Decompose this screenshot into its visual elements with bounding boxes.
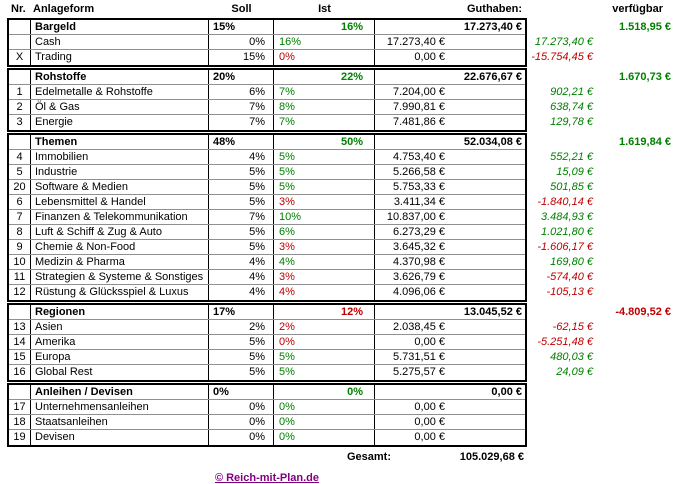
section-name: Anleihen / Devisen [31,385,209,399]
section-block-5 [7,383,527,447]
header-anlageform: Anlageform [33,3,95,15]
cell-ist-actual: 12% [274,305,375,319]
sections-container [7,18,682,447]
cell-soll-target: 4% [209,270,274,284]
header-verfuegbar: verfügbar [612,3,663,15]
cell-soll-target: 5% [209,350,274,364]
cell-nr: 2 [9,100,31,114]
cell-soll-target: 0% [209,35,274,49]
cell-ist-actual: 4% [274,255,375,269]
cell-nr: 6 [9,195,31,209]
row-available-value: 480,03 € [550,351,593,363]
cell-soll-target: 20% [209,70,274,84]
table-row [9,150,593,165]
cell-nr: 18 [9,415,31,429]
table-row [9,35,593,50]
cell-anlageform: Industrie [31,165,209,179]
cell-guthaben: 0,00 € [414,401,445,413]
cell-guthaben: 52.034,08 € [463,136,522,148]
table-row [9,400,525,415]
cell-soll-target: 5% [209,165,274,179]
footer-link[interactable]: © Reich-mit-Plan.de [214,472,320,484]
cell-nr: 20 [9,180,31,194]
table-header-row [7,3,663,16]
cell-guthaben: 13.045,52 € [463,306,522,318]
cell-nr [9,20,31,34]
cell-soll-target: 5% [209,225,274,239]
cell-anlageform: Cash [31,35,209,49]
cell-nr: 7 [9,210,31,224]
cell-anlageform: Strategien & Systeme & Sonstiges [31,270,209,284]
cell-guthaben: 2.038,45 € [393,321,445,333]
cell-anlageform: Luft & Schiff & Zug & Auto [31,225,209,239]
cell-soll-target: 17% [209,305,274,319]
cell-guthaben: 0,00 € [491,386,522,398]
cell-soll-target: 7% [209,100,274,114]
cell-soll-target: 4% [209,150,274,164]
cell-guthaben: 0,00 € [414,336,445,348]
section-header-row [9,305,671,320]
cell-ist-actual: 0% [274,385,375,399]
cell-soll-target: 5% [209,180,274,194]
cell-anlageform: Asien [31,320,209,334]
cell-nr: 5 [9,165,31,179]
cell-anlageform: Lebensmittel & Handel [31,195,209,209]
cell-anlageform: Amerika [31,335,209,349]
cell-soll-target: 7% [209,210,274,224]
table-row [9,165,593,180]
cell-guthaben: 3.411,34 € [393,196,445,208]
row-available-value: -62,15 € [552,321,593,333]
cell-ist-actual: 2% [274,320,375,334]
cell-guthaben: 4.096,06 € [393,286,445,298]
row-available-value: 3.484,93 € [541,211,593,223]
header-ist: Ist [318,3,331,15]
cell-guthaben: 5.753,33 € [393,181,445,193]
table-row [9,180,593,195]
cell-anlageform: Medizin & Pharma [31,255,209,269]
cell-ist-actual: 50% [274,135,375,149]
header-soll: Soll [231,3,252,15]
section-name: Themen [31,135,209,149]
cell-nr [9,35,31,49]
cell-ist-actual: 3% [274,240,375,254]
cell-guthaben: 17.273,40 € [463,21,522,33]
section-block-2 [7,68,671,132]
cell-soll-target: 5% [209,365,274,380]
table-row [9,225,593,240]
cell-ist-actual: 3% [274,195,375,209]
row-available-value: -105,13 € [546,286,593,298]
section-name: Regionen [31,305,209,319]
cell-soll-target: 4% [209,255,274,269]
cell-soll-target: 2% [209,320,274,334]
row-available-value: 24,09 € [556,366,593,378]
row-available-value: 902,21 € [550,86,593,98]
cell-guthaben: 10.837,00 € [386,211,445,223]
row-available-value: 17.273,40 € [534,36,593,48]
cell-guthaben: 3.626,79 € [393,271,445,283]
cell-nr: 19 [9,430,31,445]
table-row [9,85,593,100]
section-block-1 [7,18,671,67]
cell-anlageform: Rüstung & Glücksspiel & Luxus [31,285,209,300]
section-block-3 [7,133,671,302]
cell-ist-actual: 3% [274,270,375,284]
cell-soll-target: 0% [209,400,274,414]
cell-nr: 15 [9,350,31,364]
row-available-value: 169,80 € [550,256,593,268]
cell-nr: 9 [9,240,31,254]
cell-ist-actual: 6% [274,225,375,239]
cell-soll-target: 0% [209,430,274,445]
cell-guthaben: 7.204,00 € [393,86,445,98]
cell-nr [9,135,31,149]
cell-ist-actual: 5% [274,365,375,380]
cell-soll-target: 5% [209,240,274,254]
cell-guthaben: 7.481,86 € [393,116,445,128]
cell-soll-target: 0% [209,415,274,429]
cell-nr: 4 [9,150,31,164]
table-row [9,430,525,445]
cell-nr: 3 [9,115,31,130]
total-row [7,450,527,464]
cell-anlageform: Global Rest [31,365,209,380]
cell-anlageform: Devisen [31,430,209,445]
cell-anlageform: Europa [31,350,209,364]
cell-ist-actual: 4% [274,285,375,300]
cell-soll-target: 4% [209,285,274,300]
cell-ist-actual: 7% [274,85,375,99]
cell-guthaben: 0,00 € [414,51,445,63]
cell-soll-target: 15% [209,20,274,34]
cell-ist-actual: 0% [274,430,375,445]
cell-anlageform: Immobilien [31,150,209,164]
cell-soll-target: 5% [209,335,274,349]
row-available-value: -1.840,14 € [537,196,593,208]
row-available-value: -574,40 € [546,271,593,283]
row-available-value: 129,78 € [550,116,593,128]
cell-ist-actual: 0% [274,50,375,65]
cell-guthaben: 3.645,32 € [393,241,445,253]
cell-ist-actual: 0% [274,415,375,429]
cell-nr: 8 [9,225,31,239]
cell-guthaben: 22.676,67 € [463,71,522,83]
footer [7,472,527,484]
cell-ist-actual: 5% [274,150,375,164]
header-guthaben: Guthaben: [467,3,522,15]
cell-nr: 10 [9,255,31,269]
cell-guthaben: 0,00 € [414,416,445,428]
cell-soll-target: 5% [209,195,274,209]
table-row [9,365,593,380]
row-available-value: 501,85 € [550,181,593,193]
total-value: 105.029,68 € [459,451,524,463]
cell-guthaben: 17.273,40 € [386,36,445,48]
cell-ist-actual: 0% [274,400,375,414]
cell-nr: X [9,50,31,65]
cell-anlageform: Edelmetalle & Rohstoffe [31,85,209,99]
cell-nr: 1 [9,85,31,99]
section-block-4 [7,303,671,382]
cell-guthaben: 0,00 € [414,431,445,443]
table-row [9,50,593,65]
cell-guthaben: 7.990,81 € [393,101,445,113]
cell-ist-actual: 16% [274,20,375,34]
cell-anlageform: Finanzen & Telekommunikation [31,210,209,224]
table-row [9,335,593,350]
table-row [9,285,593,300]
section-available-value: -4.809,52 € [615,306,671,318]
cell-soll-target: 48% [209,135,274,149]
table-row [9,320,593,335]
cell-soll-target: 0% [209,385,274,399]
cell-ist-actual: 7% [274,115,375,130]
cell-soll-target: 7% [209,115,274,130]
section-header-row [9,20,671,35]
table-row [9,350,593,365]
section-header-row [9,385,525,400]
cell-soll-target: 6% [209,85,274,99]
cell-guthaben: 5.275,57 € [393,366,445,378]
cell-nr [9,305,31,319]
row-available-value: 1.021,80 € [541,226,593,238]
cell-anlageform: Energie [31,115,209,130]
cell-guthaben: 4.753,40 € [393,151,445,163]
row-available-value: -1.606,17 € [537,241,593,253]
table-row [9,415,525,430]
cell-anlageform: Trading [31,50,209,65]
section-header-row [9,70,671,85]
cell-ist-actual: 16% [274,35,375,49]
cell-anlageform: Öl & Gas [31,100,209,114]
cell-nr: 17 [9,400,31,414]
row-available-value: 15,09 € [556,166,593,178]
cell-ist-actual: 10% [274,210,375,224]
table-row [9,270,593,285]
cell-nr: 16 [9,365,31,380]
header-nr: Nr. [11,3,26,15]
table-row [9,195,593,210]
section-header-row [9,135,671,150]
cell-guthaben: 5.266,58 € [393,166,445,178]
table-row [9,240,593,255]
total-label: Gesamt: [346,451,391,463]
cell-soll-target: 15% [209,50,274,65]
cell-guthaben: 6.273,29 € [393,226,445,238]
cell-ist-actual: 22% [274,70,375,84]
cell-nr: 13 [9,320,31,334]
section-name: Rohstoffe [31,70,209,84]
section-available-value: 1.670,73 € [619,71,671,83]
cell-nr [9,70,31,84]
table-row [9,255,593,270]
row-available-value: 638,74 € [550,101,593,113]
cell-ist-actual: 0% [274,335,375,349]
cell-anlageform: Staatsanleihen [31,415,209,429]
cell-nr: 12 [9,285,31,300]
cell-ist-actual: 8% [274,100,375,114]
cell-guthaben: 5.731,51 € [393,351,445,363]
row-available-value: -5.251,48 € [537,336,593,348]
section-available-value: 1.518,95 € [619,21,671,33]
table-row [9,210,593,225]
cell-anlageform: Unternehmensanleihen [31,400,209,414]
cell-nr: 11 [9,270,31,284]
table-row [9,115,593,130]
table-row [9,100,593,115]
cell-nr [9,385,31,399]
section-name: Bargeld [31,20,209,34]
cell-anlageform: Chemie & Non-Food [31,240,209,254]
cell-nr: 14 [9,335,31,349]
cell-anlageform: Software & Medien [31,180,209,194]
cell-ist-actual: 5% [274,350,375,364]
row-available-value: 552,21 € [550,151,593,163]
cell-ist-actual: 5% [274,165,375,179]
cell-guthaben: 4.370,98 € [393,256,445,268]
section-available-value: 1.619,84 € [619,136,671,148]
row-available-value: -15.754,45 € [531,51,593,63]
cell-ist-actual: 5% [274,180,375,194]
